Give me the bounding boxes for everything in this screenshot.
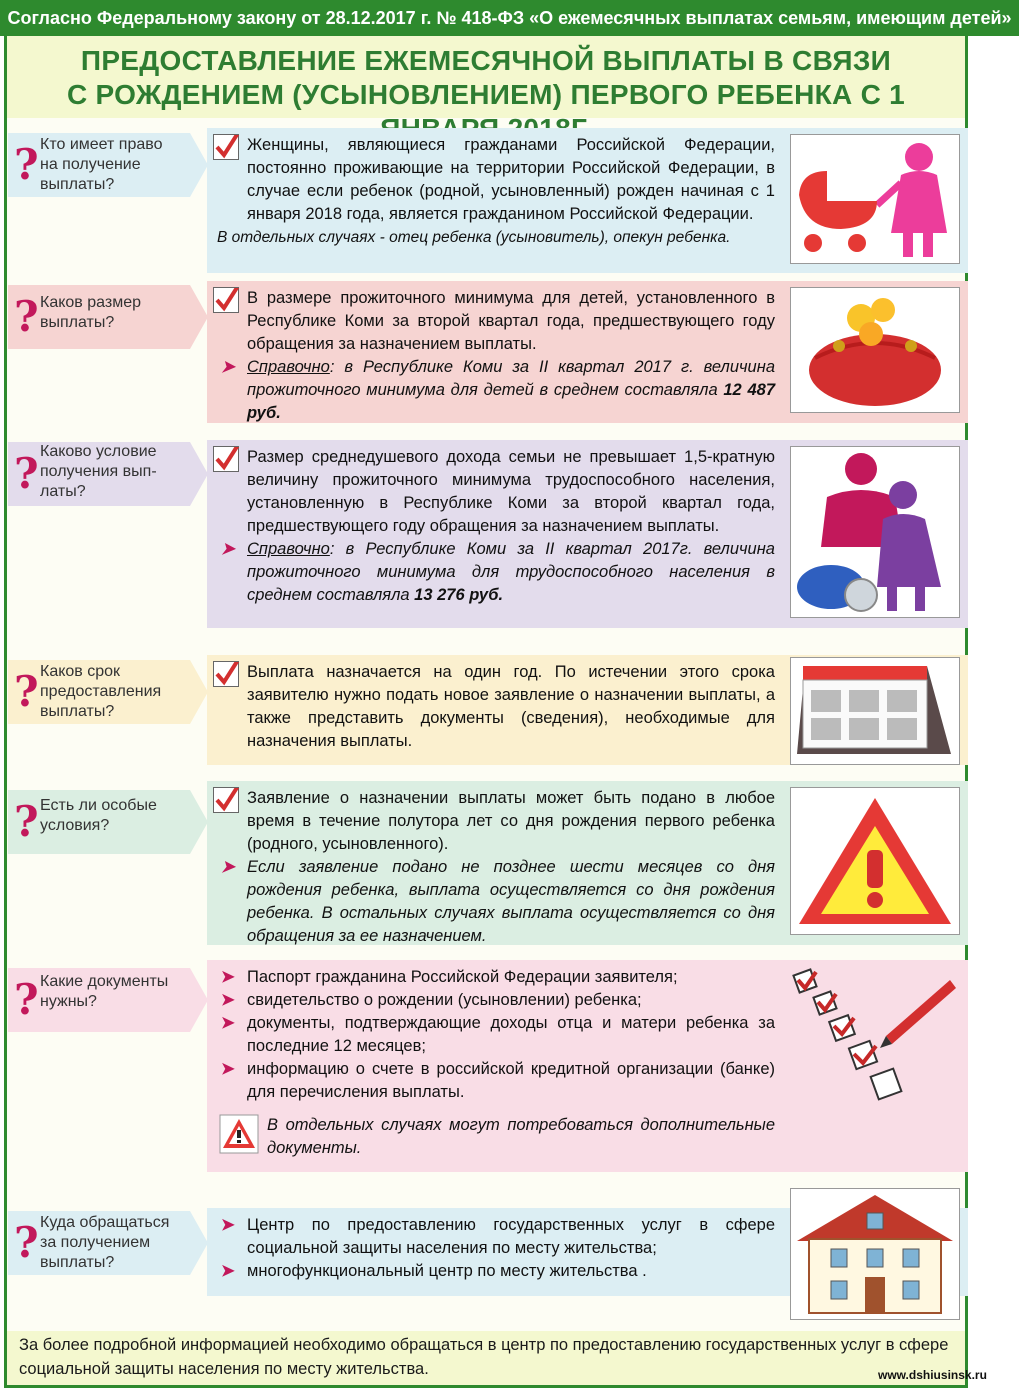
special-note-text: Если заявление подано не позднее шести месяцев со дня рождения ребенка, выплата осуществляется со дня рождения ребенка. В остальных случаях выплата осуществляется со дня обращения за ее назначением. [247,858,775,945]
family-purse-icon [790,446,960,618]
question-line: за получением [40,1234,151,1251]
mother-stroller-icon [790,134,960,264]
question-line: выплаты? [40,1254,115,1271]
coin-purse-icon [790,287,960,413]
question-where-apply [8,1211,208,1275]
office-item-text: Центр по предоставлению государственных услуг в сфере социальной защиты населения по месту жительства; [247,1216,775,1257]
question-documents [8,968,208,1032]
office-item-text: многофункциональный центр по месту жительства . [247,1262,647,1280]
reference-label: Справочно [247,358,330,376]
source-site: www.dshiusinsk.ru [878,1368,987,1382]
house-icon [790,1188,960,1320]
arrow-bullet-icon: ➤ [221,540,235,558]
answer-note: В отдельных случаях - отец ребенка (усыновитель), опекун ребенка. [217,229,731,246]
answer-text: Женщины, являющиеся гражданами Российской Федерации, постоянно проживающие на территории Российской Федерации, в случае если ребенок (родной, усыновленный) рожден начиная с 1 января 2018 года, является гражданином Российской Федерации. [247,136,775,223]
question-who-eligible [8,133,208,197]
question-line: на получение [40,156,141,173]
question-line: Есть ли особые [40,797,157,814]
question-line: предоставления [40,683,162,700]
question-line: Каков размер [40,294,141,311]
small-warning-icon [219,1114,259,1154]
reference-text: : в Республике Коми за II квартал 2017 г. величина прожиточного минимума для детей в среднем составляла [247,358,775,399]
title-line-1: ПРЕДОСТАВЛЕНИЕ ЕЖЕМЕСЯЧНОЙ ВЫПЛАТЫ В СВЯЗИ [80,45,892,76]
question-line: Какие документы [40,973,169,990]
calendar-icon [790,657,960,765]
warning-icon [790,787,960,935]
question-duration [8,660,208,724]
document-item-text: Паспорт гражданина Российской Федерации заявителя; [247,968,678,986]
question-special-conditions [8,790,208,854]
question-mark-icon: ? [14,140,39,189]
question-line: латы? [40,483,86,500]
document-item [217,1058,775,1104]
answer-panel-special [207,781,968,945]
reference-note [217,538,775,607]
title-line-2: С РОЖДЕНИЕМ (УСЫНОВЛЕНИЕМ) ПЕРВОГО РЕБЕНКА С 1 [66,79,906,110]
answer-text: Заявление о назначении выплаты может быть подано в любое время в течение полутора лет со дня рождения первого ребенка (родного, усыновленного). [247,789,775,853]
question-condition [8,442,208,506]
question-mark-icon: ? [14,975,39,1024]
question-mark-icon: ? [14,667,39,716]
reference-text: : в Республике Коми за II квартал 2017г. величина прожиточного минимума для трудоспособного населения в среднем составляла [247,540,775,604]
office-item [217,1214,775,1260]
office-item [217,1260,775,1283]
document-item [217,1012,775,1058]
question-amount [8,285,208,349]
footer-band [7,1331,965,1385]
question-line: выплаты? [40,314,115,331]
question-mark-icon: ? [14,449,39,498]
question-line: условия? [40,817,110,834]
answer-panel-eligibility [207,128,968,273]
reference-note [217,356,775,425]
answer-text: В размере прожиточного минимума для детей, установленного в Республике Коми за второй квартал года, предшествующего году обращения за назначением выплаты. [247,289,775,353]
documents-warning-text: В отдельных случаях могут потребоваться дополнительные документы. [267,1116,775,1157]
arrow-bullet-icon: ➤ [221,358,235,376]
law-reference-text: Согласно Федеральному закону от 28.12.2017 г. № 418-ФЗ «О ежемесячных выплатах семьям, имеющим детей» [7,8,1012,28]
arrow-bullet-icon: ➤ [221,1262,235,1280]
document-item [217,966,775,989]
answer-panel-documents [207,960,968,1172]
arrow-bullet-icon: ➤ [221,991,235,1009]
question-line: выплаты? [40,176,115,193]
footer-text: За более подробной информацией необходимо обращаться в центр по предоставлению государственных услуг в сфере социальной защиты населения по месту жительства. [19,1336,949,1378]
question-line: Куда обращаться [40,1214,170,1231]
law-reference-bar [0,0,1019,36]
question-line: Каково условие [40,443,157,460]
checklist-icon [790,966,958,1108]
reference-label: Справочно [247,540,330,558]
question-mark-icon: ? [14,797,39,846]
question-line: Каков срок [40,663,121,680]
arrow-bullet-icon: ➤ [221,858,235,876]
question-mark-icon: ? [14,292,39,341]
answer-panel-duration [207,655,968,765]
arrow-bullet-icon: ➤ [221,1014,235,1032]
special-note [217,856,775,948]
question-line: выплаты? [40,703,115,720]
answer-panel-condition [207,440,968,628]
reference-value: 13 276 руб. [414,586,504,604]
document-item-text: документы, подтверждающие доходы отца и матери ребенка за последние 12 месяцев; [247,1014,775,1055]
document-item-text: информацию о счете в российской кредитной организации (банке) для перечисления выплаты. [247,1060,775,1101]
arrow-bullet-icon: ➤ [221,968,235,986]
question-line: нужны? [40,993,97,1010]
answer-panel-amount [207,281,968,423]
answer-text: Выплата назначается на один год. По истечении этого срока заявителю нужно подать новое заявление о назначении выплаты, а также представить документы (сведения), необходимые для назначения выплаты. [247,663,775,750]
arrow-bullet-icon: ➤ [221,1060,235,1078]
question-line: получения вып- [40,463,157,480]
documents-warning-note [217,1114,775,1160]
answer-text: Размер среднедушевого дохода семьи не превышает 1,5-кратную величину прожиточного минимума трудоспособного населения, установленную в Республике Коми за второй квартал года, предшествующего году обращения за назначением выплаты. [247,448,775,535]
reference-value: 12 487 руб. [247,381,775,422]
question-mark-icon: ? [14,1218,39,1267]
question-line: Кто имеет право [40,136,163,153]
document-item-text: свидетельство о рождении (усыновлении) ребенка; [247,991,642,1009]
document-item [217,989,775,1012]
arrow-bullet-icon: ➤ [221,1216,235,1234]
